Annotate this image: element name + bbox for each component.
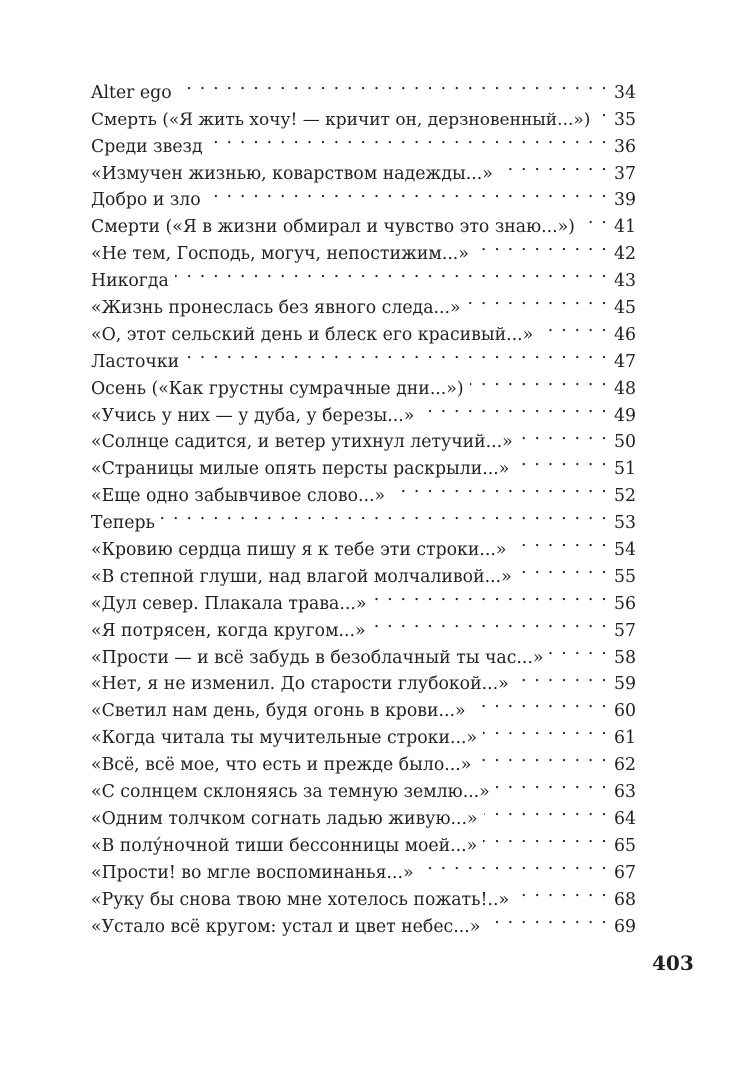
dot-leader bbox=[470, 367, 608, 394]
dot-leader bbox=[484, 797, 608, 824]
toc-entry-title: «Не тем, Господь, могуч, непостижим...» bbox=[91, 244, 469, 265]
dot-leader bbox=[483, 824, 608, 851]
toc-entry-page: 62 bbox=[614, 755, 636, 776]
toc-entry-title: «В степной глуши, над влагой молчаливой...» bbox=[91, 566, 512, 587]
dot-leader bbox=[209, 125, 608, 152]
toc-entry-page: 41 bbox=[614, 217, 636, 238]
toc-entry-page: 48 bbox=[614, 378, 636, 399]
toc-entry-title: «Солнце садится, и ветер утихнул летучий...» bbox=[91, 432, 513, 453]
toc-entry-title: «Прости — и всё забудь в безоблачный ты час...» bbox=[91, 647, 544, 668]
toc-entry-title: Добро и зло bbox=[91, 190, 201, 211]
dot-leader bbox=[486, 905, 608, 932]
toc-entry-title: «Жизнь пронеслась без явного следа...» bbox=[91, 298, 461, 319]
toc-entry-page: 35 bbox=[614, 109, 636, 130]
toc-entry-title: «Страницы милые опять персты раскрыли...» bbox=[91, 459, 510, 480]
toc-entry-title: «Нет, я не изменил. До старости глубокой...» bbox=[91, 674, 509, 695]
toc-entry-title: «Когда читала ты мучительные строки...» bbox=[91, 728, 478, 749]
toc-entry-page: 61 bbox=[614, 728, 636, 749]
toc-entry-title: «Дул север. Плакала трава...» bbox=[91, 593, 367, 614]
toc-entry-page: 47 bbox=[614, 351, 636, 372]
dot-leader bbox=[207, 179, 608, 206]
toc-entry-title: «Я потрясен, когда кругом...» bbox=[91, 620, 366, 641]
dot-leader bbox=[420, 394, 608, 421]
toc-entry-page: 55 bbox=[614, 566, 636, 587]
toc-entry-page: 60 bbox=[614, 701, 636, 722]
toc-entry-title: «С солнцем склоняясь за темную землю...» bbox=[91, 782, 490, 803]
toc-entry bbox=[91, 286, 636, 319]
toc-entry-page: 58 bbox=[614, 647, 636, 668]
dot-leader bbox=[372, 609, 608, 636]
toc-entry-title: «Кровию сердца пишу я к тебе эти строки...» bbox=[91, 540, 507, 561]
toc-entry-title: «Одним толчком согнать ладью живую...» bbox=[91, 808, 478, 829]
toc-entry-title: Ласточки bbox=[91, 351, 180, 372]
toc-entry-title: «Светил нам день, будя огонь в крови...» bbox=[91, 701, 466, 722]
dot-leader bbox=[483, 716, 608, 743]
toc-entry-title: Смерти («Я в жизни обмирал и чувство это знаю...») bbox=[91, 217, 575, 238]
toc-entry-title: Alter ego bbox=[91, 82, 172, 103]
dot-leader bbox=[518, 555, 608, 582]
dot-leader bbox=[519, 421, 608, 448]
toc-entry-page: 57 bbox=[614, 620, 636, 641]
toc-entry-title: Теперь bbox=[91, 513, 155, 534]
dot-leader bbox=[185, 340, 608, 367]
toc-entry-page: 49 bbox=[614, 405, 636, 426]
dot-leader bbox=[515, 447, 608, 474]
page-number: 403 bbox=[652, 951, 694, 975]
dot-leader bbox=[515, 663, 608, 690]
toc-entry-title: Среди звезд bbox=[91, 136, 203, 157]
toc-entry-title: Смерть («Я жить хочу! — кричит он, дерзновенный...») bbox=[91, 109, 591, 130]
toc-entry-page: 51 bbox=[614, 459, 636, 480]
toc-entry-page: 39 bbox=[614, 190, 636, 211]
toc-entry bbox=[91, 528, 636, 561]
toc-entry-page: 36 bbox=[614, 136, 636, 157]
toc-entry-page: 52 bbox=[614, 486, 636, 507]
toc-entry-page: 53 bbox=[614, 513, 636, 534]
toc-entry-page: 67 bbox=[614, 862, 636, 883]
toc-entry-title: «Учись у них — у дуба, у березы...» bbox=[91, 405, 415, 426]
table-of-contents bbox=[91, 71, 636, 937]
toc-entry-title: «Еще одно забывчивое слово...» bbox=[91, 486, 386, 507]
toc-entry-page: 54 bbox=[614, 540, 636, 561]
toc-entry-page: 34 bbox=[614, 82, 636, 103]
toc-entry-title: «Руку бы снова твою мне хотелось пожать!..» bbox=[91, 889, 510, 910]
dot-leader bbox=[391, 474, 608, 501]
toc-entry-page: 64 bbox=[614, 808, 636, 829]
toc-entry-title: Осень («Как грустны сумрачные дни...») bbox=[91, 378, 464, 399]
toc-entry bbox=[91, 71, 636, 103]
dot-leader bbox=[515, 878, 608, 905]
toc-entry-page: 69 bbox=[614, 916, 636, 937]
toc-entry-title: «О, этот сельский день и блеск его красивый...» bbox=[91, 324, 534, 345]
toc-entry-page: 56 bbox=[614, 593, 636, 614]
toc-entry-page: 46 bbox=[614, 324, 636, 345]
toc-entry-page: 43 bbox=[614, 271, 636, 292]
dot-leader bbox=[539, 313, 608, 340]
toc-entry-page: 63 bbox=[614, 782, 636, 803]
dot-leader bbox=[596, 98, 608, 125]
toc-entry-page: 37 bbox=[614, 163, 636, 184]
dot-leader bbox=[581, 205, 608, 232]
toc-entry-page: 42 bbox=[614, 244, 636, 265]
toc-entry-title: «В полу́ночной тиши бессонницы моей...» bbox=[91, 835, 478, 856]
dot-leader bbox=[161, 501, 608, 528]
toc-entry-page: 65 bbox=[614, 835, 636, 856]
dot-leader bbox=[472, 689, 608, 716]
dot-leader bbox=[420, 851, 608, 878]
dot-leader bbox=[475, 232, 608, 259]
dot-leader bbox=[372, 582, 608, 609]
dot-leader bbox=[175, 259, 608, 286]
dot-leader bbox=[467, 286, 608, 313]
toc-entry-title: «Измучен жизнью, коварством надежды...» bbox=[91, 163, 493, 184]
toc-entry-page: 50 bbox=[614, 432, 636, 453]
toc-entry-title: «Всё, всё мое, что есть и прежде было...» bbox=[91, 755, 472, 776]
toc-entry bbox=[91, 501, 636, 534]
toc-entry-title: «Прости! во мгле воспоминанья...» bbox=[91, 862, 414, 883]
toc-entry-title: «Устало всё кругом: устал и цвет небес...» bbox=[91, 916, 481, 937]
dot-leader bbox=[496, 770, 608, 797]
toc-entry-title: Никогда bbox=[91, 271, 169, 292]
dot-leader bbox=[178, 71, 608, 98]
dot-leader bbox=[549, 636, 608, 663]
toc-entry bbox=[91, 98, 636, 130]
dot-leader bbox=[512, 528, 608, 555]
dot-leader bbox=[499, 152, 608, 179]
dot-leader bbox=[477, 743, 608, 770]
toc-entry-page: 68 bbox=[614, 889, 636, 910]
toc-entry-page: 59 bbox=[614, 674, 636, 695]
toc-entry-page: 45 bbox=[614, 298, 636, 319]
